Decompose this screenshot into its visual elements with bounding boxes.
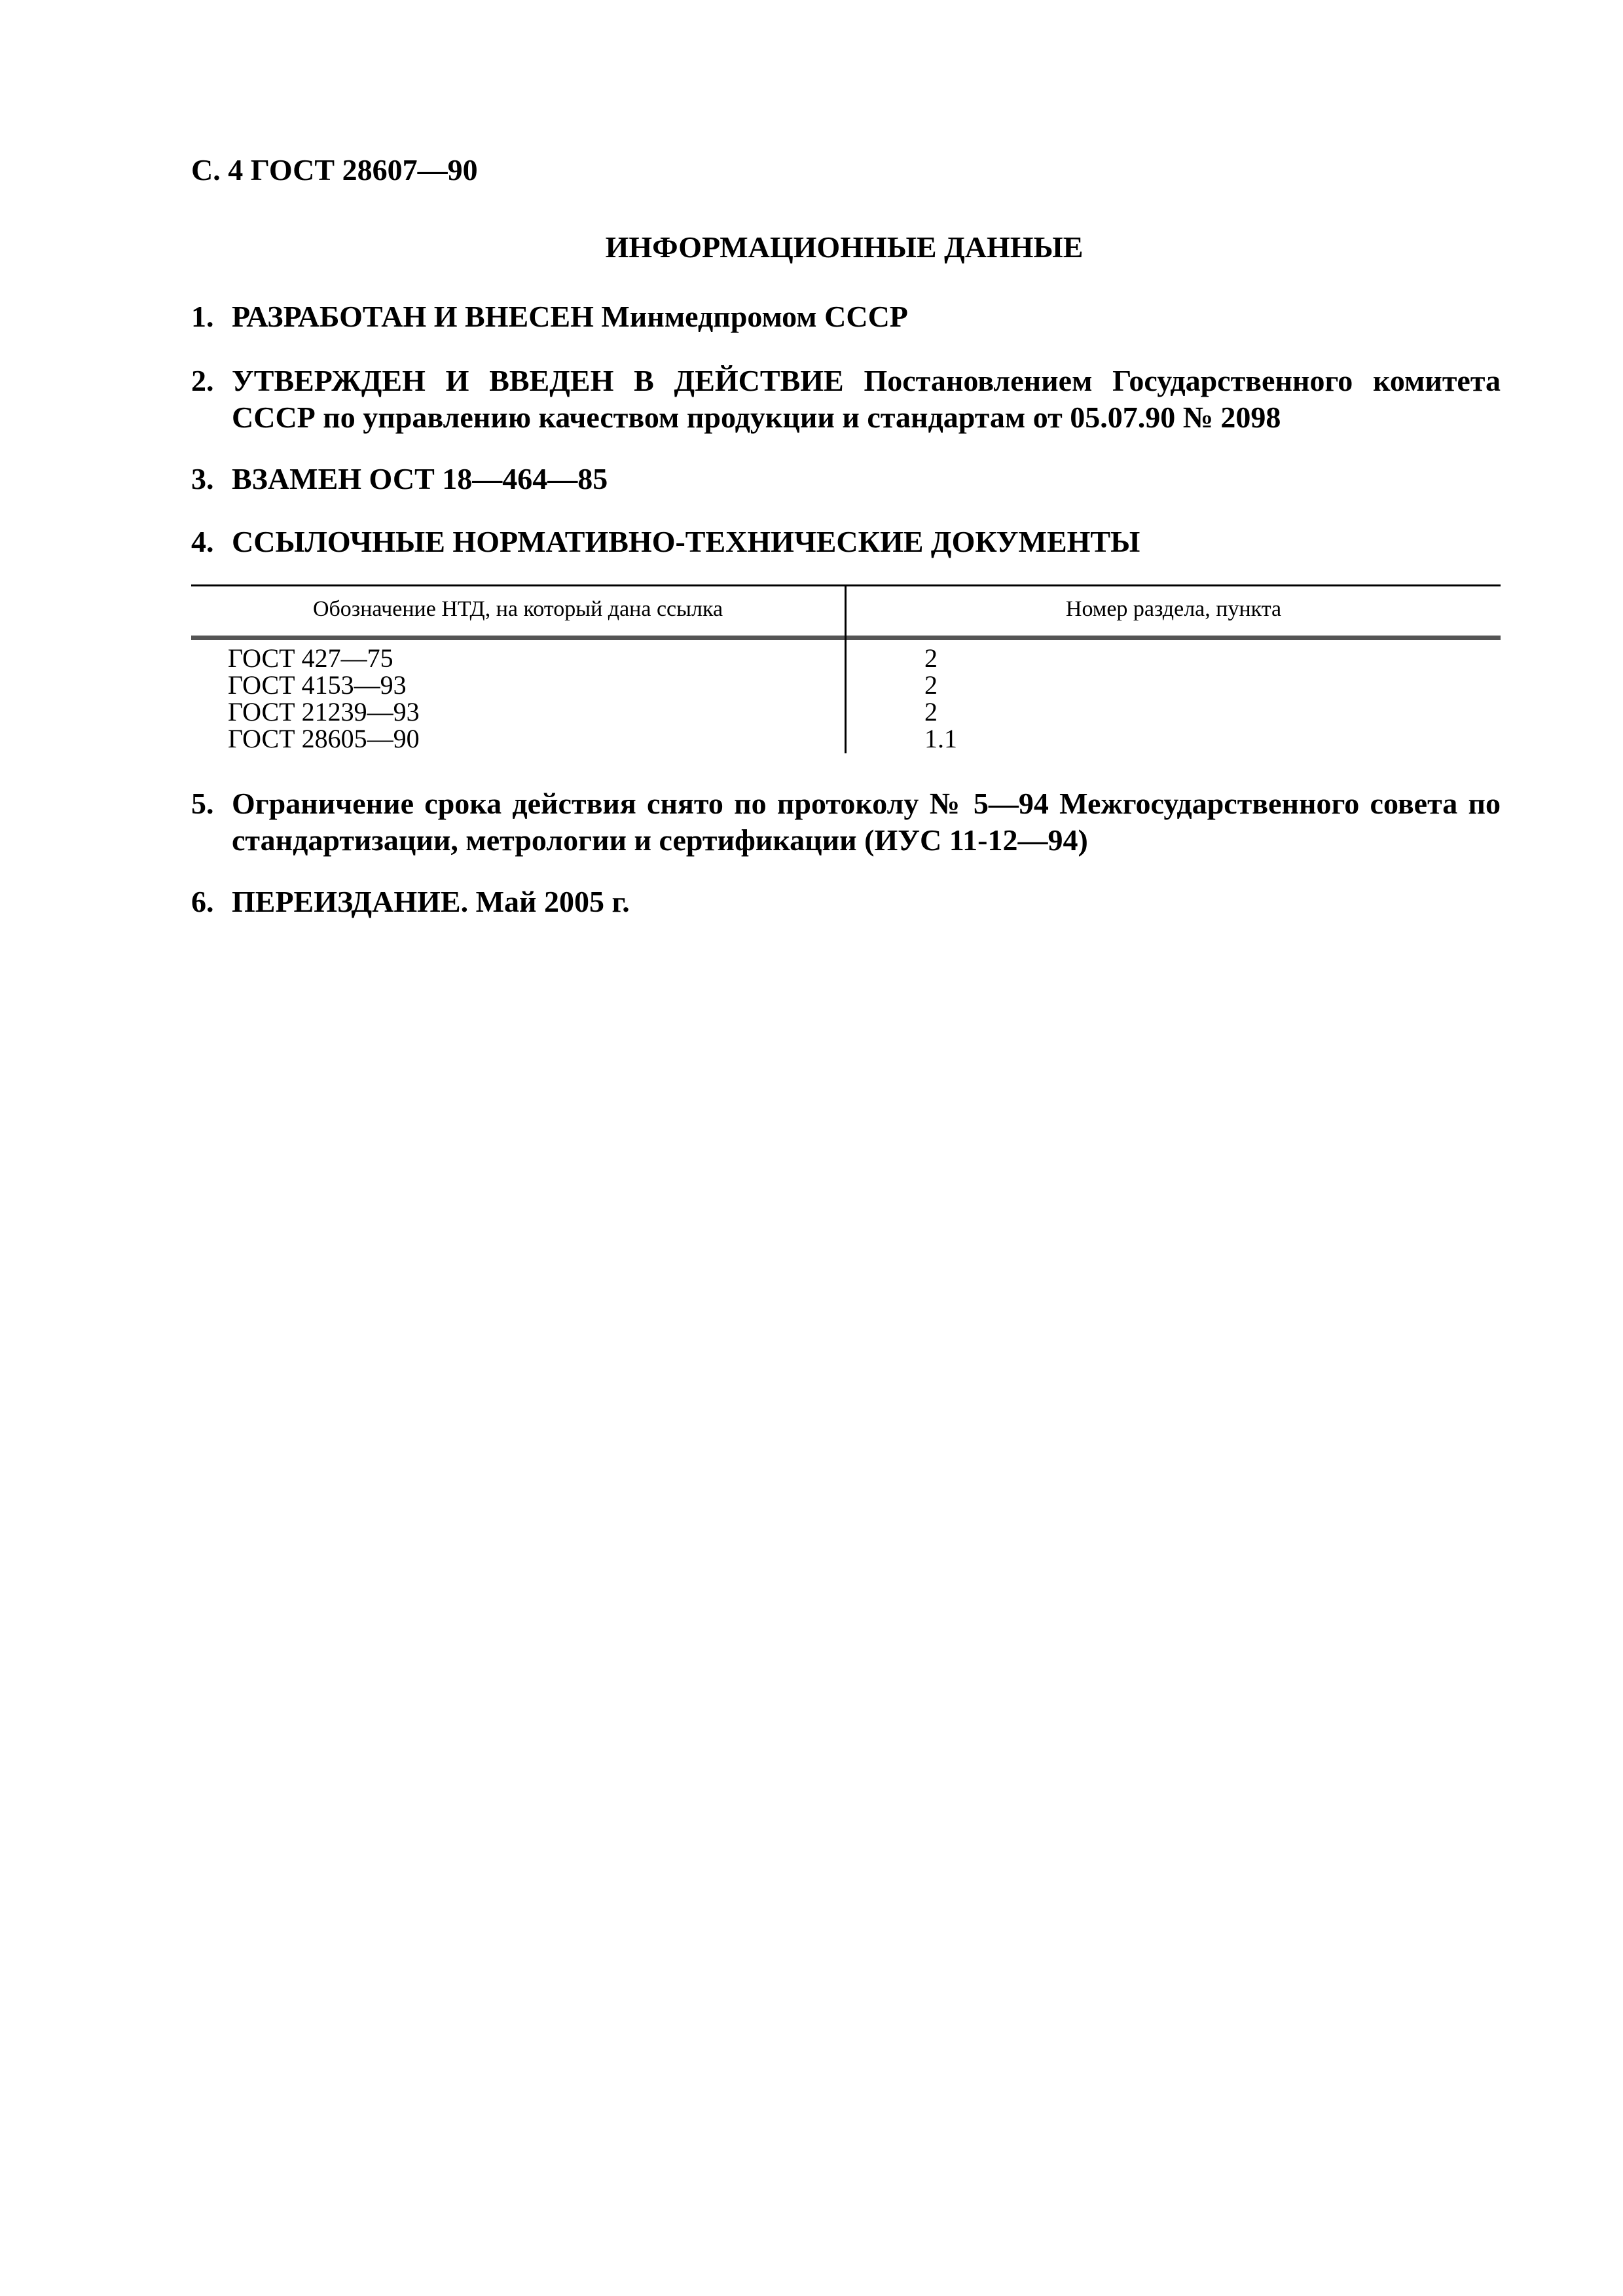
table-cell-section: 2	[924, 670, 938, 700]
item-lead: РАЗРАБОТАН И ВНЕСЕН	[232, 300, 594, 333]
item-body	[232, 461, 1501, 497]
item-body	[232, 884, 1501, 920]
table-header-section: Номер раздела, пункта	[1065, 597, 1282, 621]
info-item-2	[191, 363, 1501, 436]
item-number: 4.	[191, 525, 214, 558]
item-text: Минмедпромом СССР	[593, 300, 908, 333]
table-cell-document: ГОСТ 4153—93	[228, 670, 407, 700]
table-header-document: Обозначение НТД, на который дана ссылка	[312, 597, 723, 621]
item-text: Ограничение срока действия снято по протоколу № 5—94 Межгосударственного совета по стандартизации, метрологии и сертификации (ИУС 11-12—94)	[232, 787, 1501, 857]
item-number: 6.	[191, 885, 214, 918]
item-body	[232, 785, 1501, 859]
item-number: 1.	[191, 300, 214, 333]
item-lead: УТВЕРЖДЕН И ВВЕДЕН В ДЕЙСТВИЕ	[232, 364, 844, 397]
item-body	[232, 524, 1501, 560]
table-column-documents	[228, 645, 420, 752]
page-header: С. 4 ГОСТ 28607—90	[191, 153, 478, 187]
item-body	[232, 298, 1501, 335]
document-title: ИНФОРМАЦИОННЫЕ ДАННЫЕ	[605, 230, 1084, 264]
item-number: 2.	[191, 364, 214, 397]
table-cell-section: 2	[924, 697, 938, 726]
item-lead: ВЗАМЕН ОСТ 18—464—85	[232, 462, 608, 495]
item-text: Постановлением Государственного комитета СССР по управлению качеством продукции и стандартам от 05.07.90 № 2098	[232, 364, 1501, 434]
reference-documents-table	[191, 584, 1501, 753]
table-column-sections	[924, 645, 957, 752]
info-item-3	[191, 461, 1501, 497]
table-cell-document: ГОСТ 427—75	[228, 643, 393, 673]
table-cell-section: 2	[924, 643, 938, 673]
item-number: 3.	[191, 462, 214, 495]
table-cell-section: 1.1	[924, 724, 957, 753]
item-lead: ПЕРЕИЗДАНИЕ.	[232, 885, 469, 918]
info-item-5	[191, 785, 1501, 859]
item-text: Май 2005 г.	[468, 885, 630, 918]
item-number: 5.	[191, 787, 214, 820]
info-item-1	[191, 298, 1501, 335]
info-item-4	[191, 524, 1501, 560]
info-item-6	[191, 884, 1501, 920]
table-cell-document: ГОСТ 21239—93	[228, 697, 420, 726]
item-body	[232, 363, 1501, 436]
table-cell-document: ГОСТ 28605—90	[228, 724, 420, 753]
item-lead: ССЫЛОЧНЫЕ НОРМАТИВНО-ТЕХНИЧЕСКИЕ ДОКУМЕНТЫ	[232, 525, 1140, 558]
